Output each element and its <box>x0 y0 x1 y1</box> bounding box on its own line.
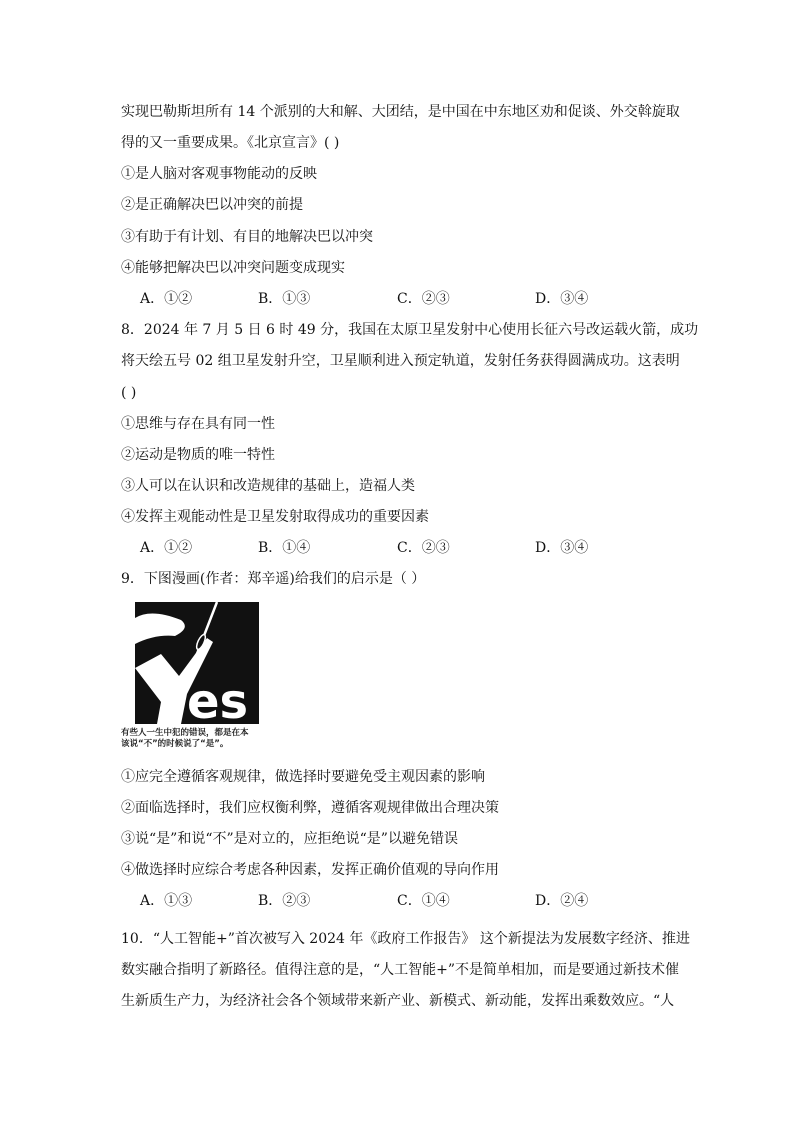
cartoon-word: es <box>187 674 249 728</box>
q7-item-4: ④能够把解决巴以冲突问题变成现实 <box>121 260 345 276</box>
q8-stem-line-2: 将天绘五号 02 组卫星发射升空，卫星顺利进入预定轨道，发射任务获得圆满成功。这表明 <box>121 353 680 369</box>
q7-item-2: ②是正确解决巴以冲突的前提 <box>121 197 303 213</box>
q8-option-a: A．①② <box>140 540 193 556</box>
q9-item-3: ③说“是”和说“不”是对立的，应拒绝说“是”以避免错误 <box>121 831 458 847</box>
q9-item-2: ②面临选择时，我们应权衡利弊，遵循客观规律做出合理决策 <box>121 800 499 816</box>
q7-option-a: A．①② <box>140 291 193 307</box>
cartoon-caption-line-1: 有些人一生中犯的错误，都是在本 <box>121 728 249 738</box>
cartoon-caption-line-2: 该说“不”的时候说了“是”。 <box>121 739 229 749</box>
q9-option-d: D．②④ <box>535 893 589 909</box>
q10-stem-line-2: 数实融合指明了新路径。值得注意的是，“人工智能+”不是简单相加，而是要通过新技术催 <box>121 962 680 978</box>
q7-item-3: ③有助于有计划、有目的地解决巴以冲突 <box>121 229 373 245</box>
q8-item-1: ①思维与存在具有同一性 <box>121 416 275 432</box>
q9-item-4: ④做选择时应综合考虑各种因素，发挥正确价值观的导向作用 <box>121 862 499 878</box>
q8-option-d: D．③④ <box>535 540 589 556</box>
q7-option-c: C．②③ <box>397 291 450 307</box>
cartoon-caption <box>121 728 271 750</box>
q8-stem-line-3: ( ) <box>121 385 137 401</box>
cartoon-yes <box>121 598 261 758</box>
q10-stem-line-3: 生新质生产力，为经济社会各个领域带来新产业、新模式、新动能，发挥出乘数效应。“人 <box>121 993 675 1009</box>
q9-stem: 9．下图漫画(作者：郑辛遥)给我们的启示是（ ） <box>121 571 426 587</box>
q7-options <box>140 289 660 309</box>
q10-stem-line-1: 10．“人工智能+”首次被写入 2024 年《政府工作报告》 这个新提法为发展数字经济、推进 <box>121 931 690 947</box>
q8-option-c: C．②③ <box>397 540 450 556</box>
q8-item-2: ②运动是物质的唯一特性 <box>121 447 275 463</box>
q7-option-b: B．①③ <box>258 291 311 307</box>
q8-item-3: ③人可以在认识和改造规律的基础上，造福人类 <box>121 478 415 494</box>
q9-option-a: A．①③ <box>140 893 193 909</box>
q8-option-b: B．①④ <box>258 540 311 556</box>
q9-item-1: ①应完全遵循客观规律，做选择时要避免受主观因素的影响 <box>121 769 485 785</box>
q7-item-1: ①是人脑对客观事物能动的反映 <box>121 166 317 182</box>
q8-options <box>140 538 660 558</box>
q8-stem-line-1: 8．2024 年 7 月 5 日 6 时 49 分，我国在太原卫星发射中心使用长征六号改运载火箭，成功 <box>121 322 699 338</box>
q7-stem-line-1: 实现巴勒斯坦所有 14 个派别的大和解、大团结，是中国在中东地区劝和促谈、外交斡旋取 <box>121 104 680 120</box>
q8-item-4: ④发挥主观能动性是卫星发射取得成功的重要因素 <box>121 509 429 525</box>
cartoon-drawing <box>121 598 261 728</box>
q9-option-b: B．②③ <box>258 893 311 909</box>
q7-stem-line-2: 得的又一重要成果。《北京宣言》( ) <box>121 135 340 151</box>
q9-option-c: C．①④ <box>397 893 450 909</box>
q9-options <box>140 891 660 911</box>
q7-option-d: D．③④ <box>535 291 589 307</box>
